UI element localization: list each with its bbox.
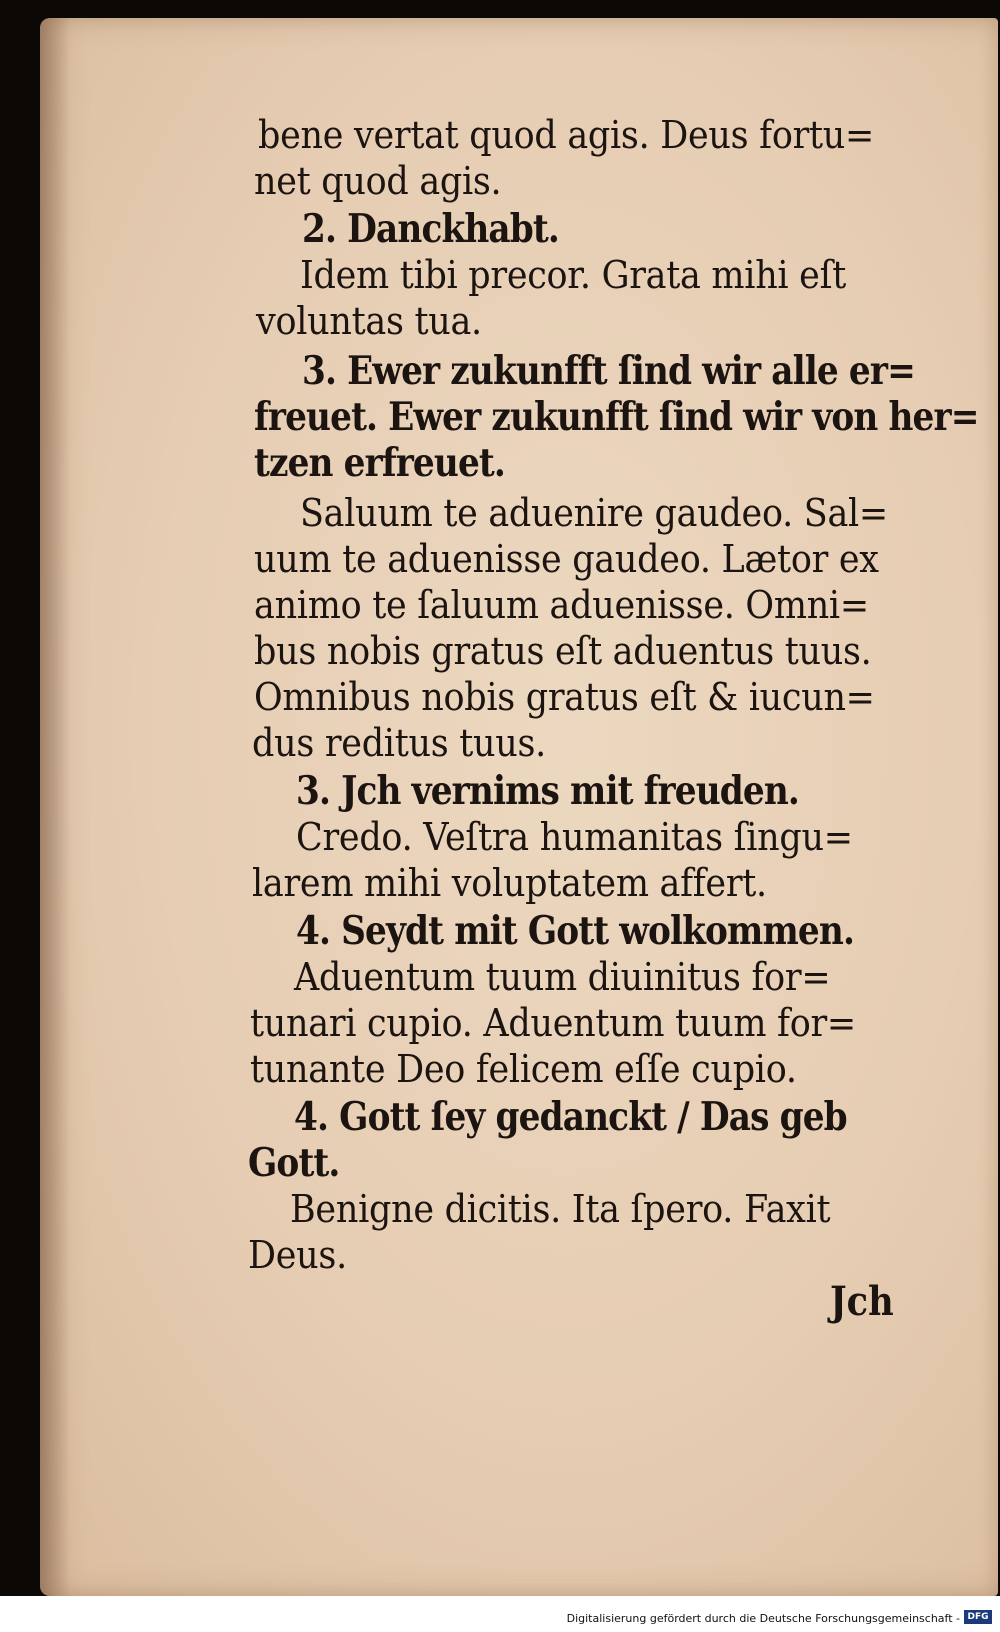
heading-line: tzen erfreuet. xyxy=(254,440,505,486)
heading-line: 4. Seydt mit Gott wolkommen. xyxy=(296,908,855,954)
text-line: voluntas tua. xyxy=(256,299,482,343)
heading-line: 3. Jch vernims mit freuden. xyxy=(296,768,800,814)
heading-line: 3. Ewer zukunfft ſind wir alle er= xyxy=(302,348,915,394)
text-line: net quod agis. xyxy=(254,159,502,203)
text-line: bus nobis gratus eſt aduentus tuus. xyxy=(254,629,872,673)
digitization-credit: Digitalisierung gefördert durch die Deutsche Forschungsgemeinschaft - xyxy=(566,1612,960,1625)
heading-line: freuet. Ewer zukunfft ſind wir von her= xyxy=(254,394,979,440)
heading-line: 4. Gott ſey gedanckt / Das geb xyxy=(294,1094,847,1140)
text-line: animo te ſaluum aduenisse. Omni= xyxy=(254,583,869,627)
text-line: uum te aduenisse gaudeo. Lætor ex xyxy=(254,537,879,581)
text-line: Deus. xyxy=(248,1233,347,1277)
text-line: Benigne dicitis. Ita ſpero. Faxit xyxy=(290,1187,831,1231)
spine-shadow xyxy=(40,18,70,1596)
text-line: Aduentum tuum diuinitus for= xyxy=(294,955,831,999)
text-line: dus reditus tuus. xyxy=(252,721,546,765)
text-line: tunari cupio. Aduentum tuum for= xyxy=(250,1001,856,1045)
heading-line: Gott. xyxy=(248,1140,340,1186)
text-line: bene vertat quod agis. Deus fortu= xyxy=(258,113,875,157)
heading-line: 2. Danckhabt. xyxy=(302,206,559,252)
text-line: tunante Deo felicem eſſe cupio. xyxy=(250,1047,797,1091)
text-line: Saluum te aduenire gaudeo. Sal= xyxy=(300,491,888,535)
text-line: larem mihi voluptatem affert. xyxy=(252,861,767,905)
text-line: Omnibus nobis gratus eſt & iucun= xyxy=(254,675,875,719)
text-line: Credo. Veſtra humanitas ſingu= xyxy=(296,815,853,859)
dfg-logo: DFG xyxy=(964,1610,992,1624)
catchword: Jch xyxy=(830,1278,894,1325)
text-line: Idem tibi precor. Grata mihi eſt xyxy=(300,253,847,297)
